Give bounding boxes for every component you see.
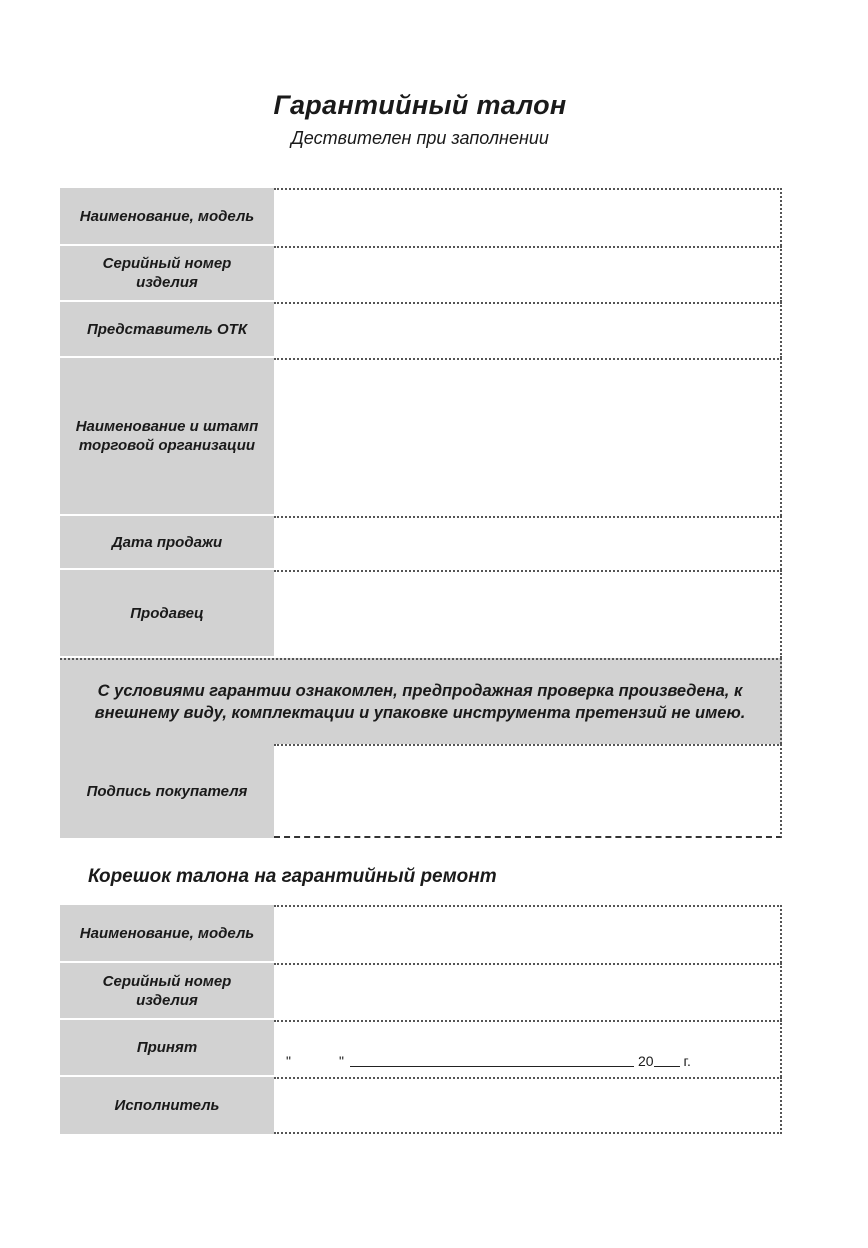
row-agreement — [60, 658, 782, 744]
row-label: Наименование, модель — [60, 905, 274, 963]
model-field[interactable] — [274, 188, 782, 246]
year-blank[interactable] — [654, 1066, 680, 1067]
stub-row-accepted — [60, 1020, 782, 1077]
date-line — [286, 1053, 691, 1069]
year-suffix: г. — [683, 1053, 691, 1069]
stub-form — [60, 905, 782, 1134]
buyer-signature-field[interactable] — [274, 744, 782, 838]
row-label: Исполнитель — [60, 1077, 274, 1134]
month-blank[interactable] — [350, 1066, 634, 1067]
stub-title: Корешок талона на гарантийный ремонт — [88, 866, 497, 887]
year-century: 20 — [637, 1053, 654, 1069]
row-sale-date — [60, 516, 782, 570]
page-title: Гарантийный талон — [273, 90, 567, 120]
row-serial — [60, 246, 782, 302]
row-label: Наименование, модель — [60, 188, 274, 246]
row-qc — [60, 302, 782, 358]
stub-row-model — [60, 905, 782, 963]
row-label: Дата продажи — [60, 516, 274, 570]
row-label: Серийный номер изделия — [60, 963, 274, 1020]
seller-field[interactable] — [274, 570, 782, 658]
qc-representative-field[interactable] — [274, 302, 782, 358]
agreement-text: С условиями гарантии ознакомлен, предпродажная проверка произведена, к внешнему виду, комплектации и упаковке инструмента претензий не имею. — [60, 658, 782, 744]
warranty-card-form — [60, 188, 782, 838]
stub-serial-number-field[interactable] — [274, 963, 782, 1020]
row-label: Наименование и штамп торговой организации — [60, 358, 274, 516]
serial-number-field[interactable] — [274, 246, 782, 302]
stub-row-executor — [60, 1077, 782, 1134]
stub-model-field[interactable] — [274, 905, 782, 963]
date-close-quote: " — [338, 1053, 344, 1069]
stub-row-serial — [60, 963, 782, 1020]
row-label: Серийный номер изделия — [60, 246, 274, 302]
row-signature — [60, 744, 782, 838]
row-label: Подпись покупателя — [60, 744, 274, 838]
row-label: Представитель ОТК — [60, 302, 274, 358]
row-shop-stamp — [60, 358, 782, 516]
executor-field[interactable] — [274, 1077, 782, 1134]
accepted-date-field[interactable] — [274, 1020, 782, 1077]
row-label: Продавец — [60, 570, 274, 658]
row-seller — [60, 570, 782, 658]
shop-stamp-field[interactable] — [274, 358, 782, 516]
sale-date-field[interactable] — [274, 516, 782, 570]
page-subtitle: Дествителен при заполнении — [291, 128, 549, 148]
row-model — [60, 188, 782, 246]
date-open-quote: " — [286, 1053, 291, 1069]
row-label: Принят — [60, 1020, 274, 1077]
